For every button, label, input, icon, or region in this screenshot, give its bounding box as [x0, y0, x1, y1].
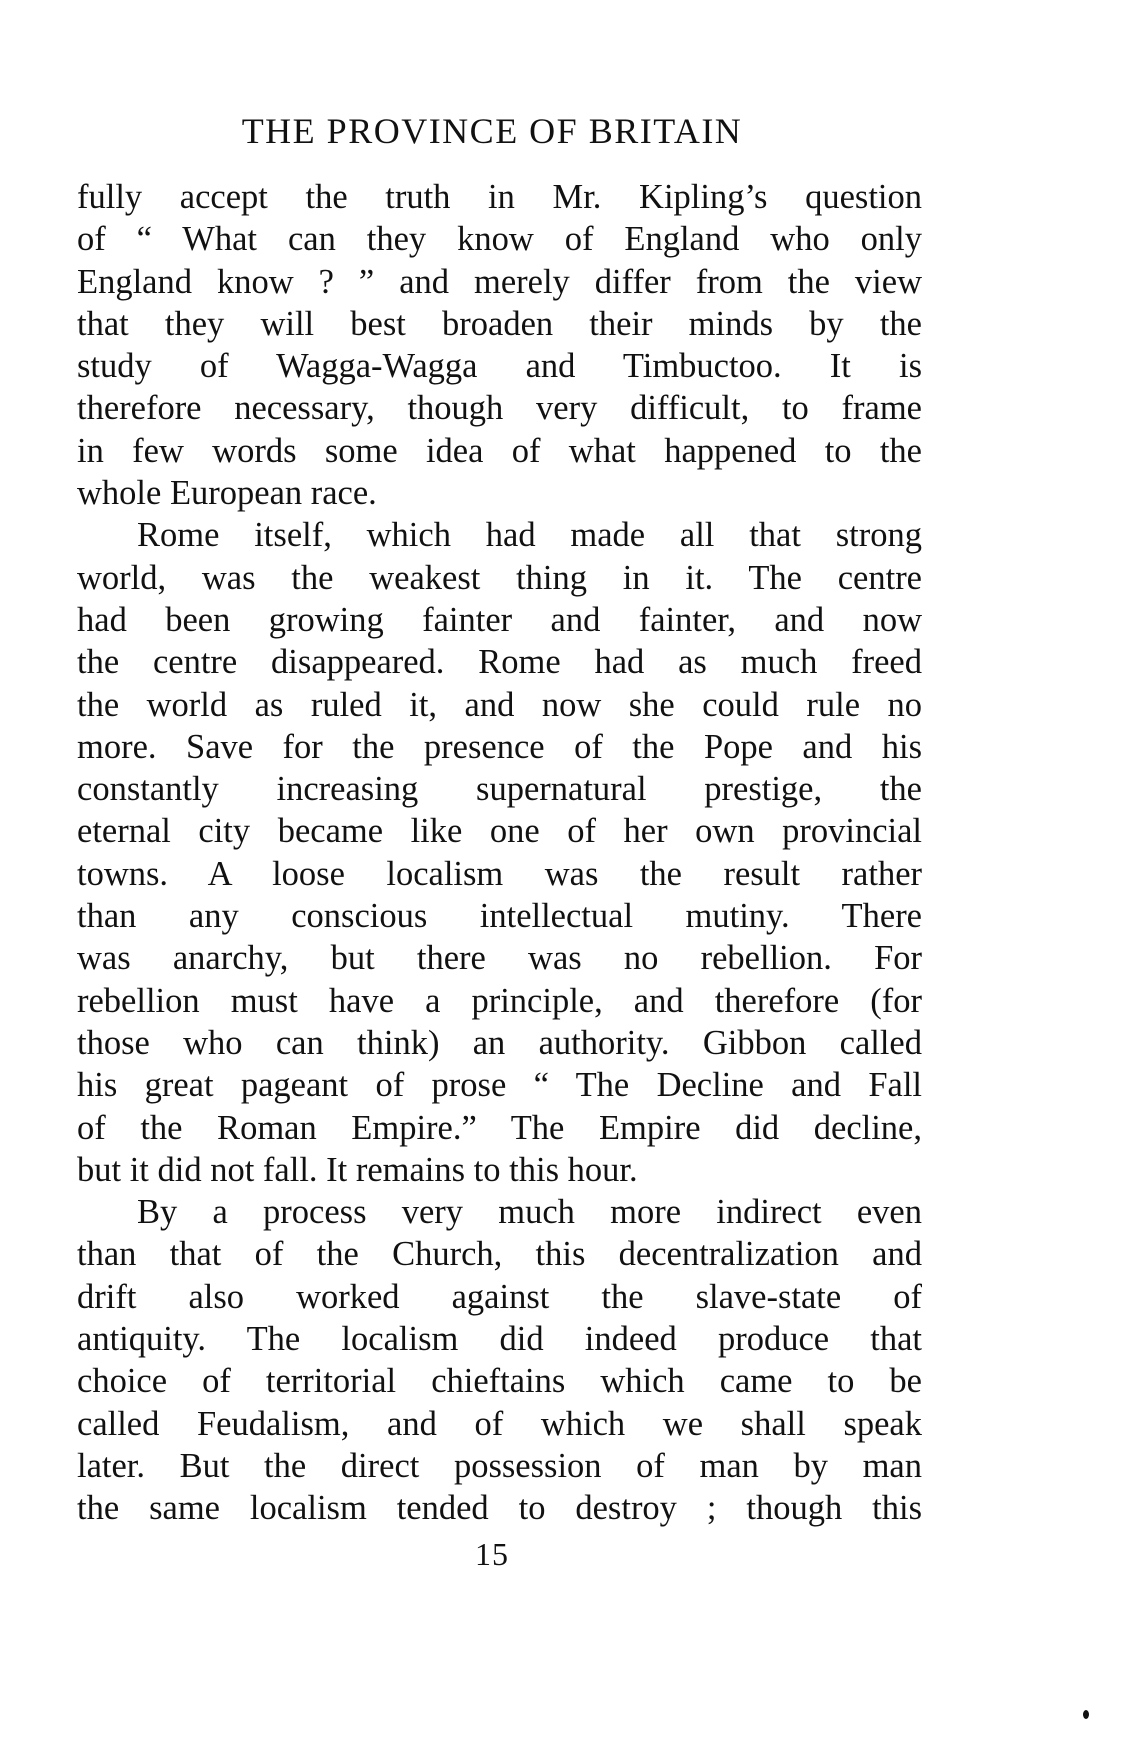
- paragraph: [77, 514, 922, 1191]
- text-line: the world as ruled it, and now she could rule no: [77, 685, 922, 724]
- text-line: eternal city became like one of her own provincial: [77, 812, 922, 851]
- text-line: drift also worked against the slave-state of: [77, 1277, 922, 1316]
- text-line: was anarchy, but there was no rebellion. For: [77, 939, 922, 978]
- text-line: Rome itself, which had made all that strong: [137, 516, 922, 555]
- text-line: antiquity. The localism did indeed produce that: [77, 1320, 922, 1359]
- text-line: but it did not fall. It remains to this hour.: [77, 1150, 638, 1189]
- paragraph: [77, 176, 922, 514]
- text-line: of the Roman Empire.” The Empire did decline,: [77, 1108, 922, 1147]
- text-line: more. Save for the presence of the Pope and his: [77, 727, 922, 766]
- text-line: in few words some idea of what happened to the: [77, 431, 922, 470]
- text-line: fully accept the truth in Mr. Kipling’s question: [77, 178, 922, 216]
- paragraph: [77, 1191, 922, 1529]
- page-number: 15: [475, 1536, 509, 1572]
- text-line: whole European race.: [77, 474, 377, 513]
- text-line: therefore necessary, though very difficult, to frame: [77, 389, 922, 428]
- text-line: constantly increasing supernatural prestige, the: [77, 770, 922, 809]
- text-line: towns. A loose localism was the result rather: [77, 854, 922, 893]
- text-line: the centre disappeared. Rome had as much freed: [77, 643, 922, 682]
- text-line: his great pageant of prose “ The Decline and Fall: [77, 1066, 922, 1105]
- text-line: that they will best broaden their minds by the: [77, 304, 922, 343]
- text-line: world, was the weakest thing in it. The centre: [77, 558, 922, 597]
- scan-speck: [1083, 1710, 1089, 1719]
- text-line: rebellion must have a principle, and therefore (for: [77, 981, 922, 1020]
- text-line: the same localism tended to destroy ; though this: [77, 1489, 922, 1528]
- text-line: than any conscious intellectual mutiny. There: [77, 897, 922, 936]
- running-header: THE PROVINCE OF BRITAIN: [241, 111, 743, 151]
- text-line: of “ What can they know of England who only: [77, 220, 922, 259]
- text-line: study of Wagga-Wagga and Timbuctoo. It is: [77, 347, 922, 386]
- text-line: choice of territorial chieftains which came to be: [77, 1362, 922, 1401]
- text-line: later. But the direct possession of man by man: [77, 1446, 922, 1485]
- text-line: than that of the Church, this decentralization and: [77, 1235, 922, 1274]
- text-line: England know ? ” and merely differ from the view: [77, 262, 922, 301]
- text-line: called Feudalism, and of which we shall speak: [77, 1404, 922, 1443]
- body-text: [77, 176, 922, 1530]
- text-line: By a process very much more indirect even: [137, 1193, 922, 1232]
- text-line: those who can think) an authority. Gibbon called: [77, 1023, 922, 1062]
- text-line: had been growing fainter and fainter, and now: [77, 600, 922, 639]
